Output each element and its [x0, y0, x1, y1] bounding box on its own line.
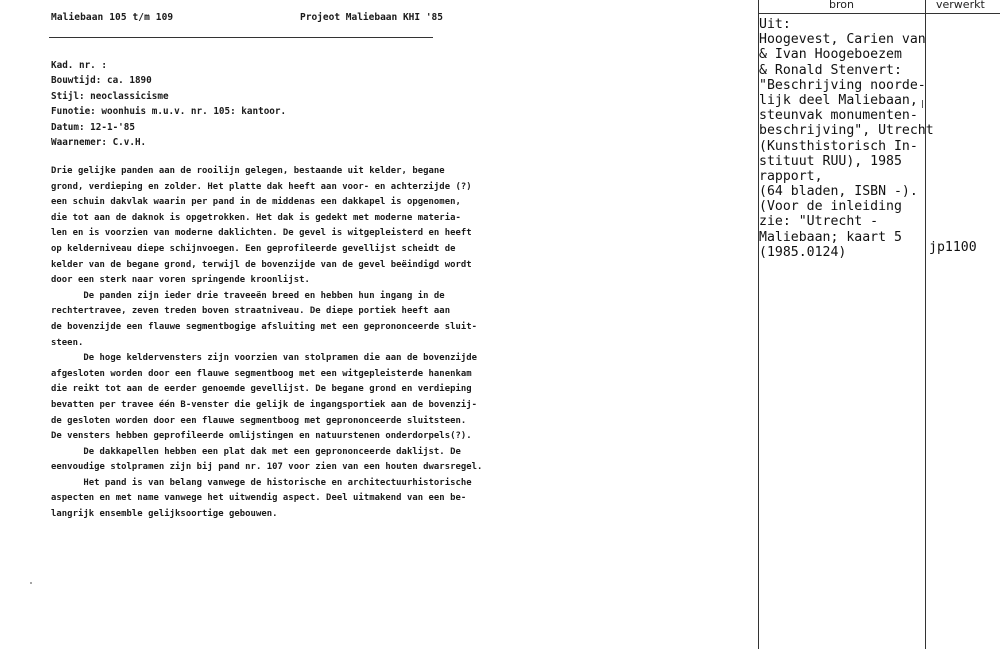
bron-line: (1985.0124)	[759, 244, 847, 260]
bron-line: (64 bladen, ISBN -).	[759, 184, 918, 200]
body-line: kelder van de begane grond, terwijl de bovenzijde van de gevel beëindigd wordt	[51, 259, 472, 270]
header-rule	[759, 13, 1000, 14]
bron-line: "Beschrijving noorde-	[759, 77, 926, 93]
body-line: rechtertravee, zeven treden boven straatniveau. De diepe portiek heeft aan	[51, 306, 451, 317]
meta-line: Funotie: woonhuis m.u.v. nr. 105: kantoor.	[51, 106, 287, 118]
column-header-verwerkt: verwerkt	[936, 0, 985, 11]
bron-line: Hoogevest, Carien van	[759, 32, 926, 48]
body-line: len en is voorzien van moderne daklichten. De gevel is witgepleisterd en heeft	[51, 228, 472, 239]
body-line: de gesloten worden door een flauwe segmentboog met geprononceerde sluitsteen.	[51, 415, 467, 426]
meta-line: Datum: 12-1-'85	[51, 121, 135, 133]
meta-line: Waarnemer: C.v.H.	[51, 136, 147, 148]
index-card-panel	[758, 0, 1000, 649]
body-line: De hoge keldervensters zijn voorzien van stolpramen die aan de bovenzijde	[51, 353, 478, 364]
bron-line: & Ivan Hoogeboezem	[759, 47, 902, 63]
body-line: De dakkapellen hebben een plat dak met een geprononceerde daklijst. De	[51, 446, 461, 457]
body-line: aspecten en met name vanwege het uitwendig aspect. Deel uitmakend van een be-	[51, 493, 467, 504]
header-divider	[49, 37, 433, 38]
body-line: Het pand is van belang vanwege de historische en architectuurhistorische	[51, 477, 472, 488]
body-line: bevatten per travee één B-venster die gelijk de ingangsportiek aan de bovenzij-	[51, 399, 478, 410]
bron-line: beschrijving", Utrecht	[759, 123, 934, 139]
bron-line: (Kunsthistorisch In-	[759, 138, 918, 154]
body-line: langrijk ensemble gelijksoortige gebouwen.	[51, 509, 278, 520]
bron-line: steunvak monumenten-	[759, 108, 918, 124]
bron-line: zie: "Utrecht -	[759, 214, 879, 230]
column-header-bron: bron	[829, 0, 854, 11]
body-line: een schuin dakvlak waarin per pand in de middenas een dakkapel is opgenomen,	[51, 197, 461, 208]
body-line: de bovenzijde een flauwe segmentbogige afsluiting met een geprononceerde sluit-	[51, 321, 478, 332]
verwerkt-code: jp1100	[929, 240, 977, 255]
bron-line: Uit:	[759, 17, 791, 32]
body-line: door een sterk naar voren springende kroonlijst.	[51, 275, 310, 286]
bron-line: (Voor de inleiding	[759, 199, 902, 215]
metadata-block	[51, 58, 286, 150]
body-line: De panden zijn ieder drie traveeën breed en hebben hun ingang in de	[51, 290, 445, 301]
bron-line: stituut RUU), 1985	[759, 153, 902, 169]
body-line: steen.	[51, 337, 84, 348]
meta-line: Bouwtijd: ca. 1890	[51, 75, 152, 87]
document-header-address: Maliebaan 105 t/m 109	[51, 12, 174, 23]
bron-line: & Ronald Stenvert:	[759, 62, 902, 78]
bron-line: Maliebaan; kaart 5	[759, 229, 902, 245]
bron-line: lijk deel Maliebaan,	[759, 92, 918, 108]
body-line: Drie gelijke panden aan de rooilijn gelegen, bestaande uit kelder, begane	[51, 166, 445, 176]
body-line: grond, verdieping en zolder. Het platte dak heeft aan voor- en achterzijde (?)	[51, 181, 472, 192]
document-header-project: Projeot Maliebaan KHI '85	[300, 12, 443, 23]
body-line: eenvoudige stolpramen zijn bij pand nr. 107 voor zien van een houten dwarsregel.	[51, 462, 483, 473]
bron-line: rapport,	[759, 168, 823, 184]
body-line: die reikt tot aan de eerder genoemde gevellijst. De begane grond en verdieping	[51, 384, 472, 395]
description-body	[51, 164, 482, 523]
body-line: afgesloten worden door een flauwe segmentboog met een witgepleisterde hanenkam	[51, 368, 472, 379]
scan-speck	[30, 582, 32, 584]
meta-line: Stijl: neoclassicisme	[51, 90, 169, 102]
body-line: die tot aan de daknok is opgetrokken. Het dak is gedekt met moderne materia-	[51, 212, 461, 223]
meta-line: Kad. nr. :	[51, 60, 107, 71]
body-line: De vensters hebben geprofileerde omlijstingen en natuurstenen onderdorpels(?).	[51, 431, 472, 442]
body-line: op kelderniveau diepe schijnvoegen. Een geprofileerde gevellijst scheidt de	[51, 243, 456, 254]
source-citation	[759, 17, 934, 260]
